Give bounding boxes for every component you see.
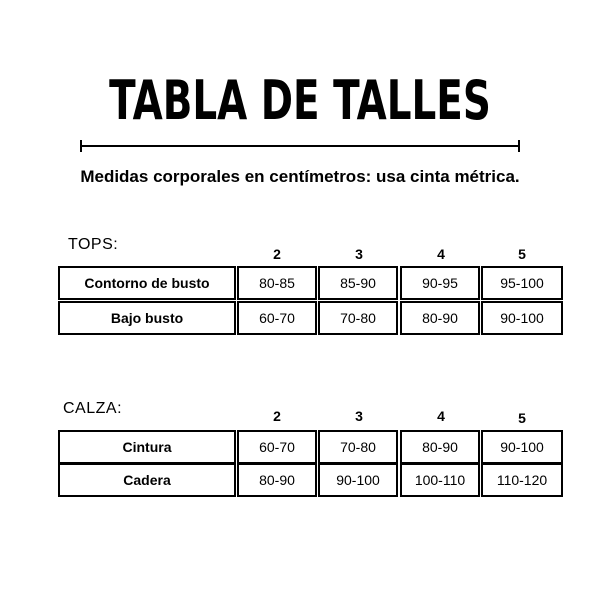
section-label-tops: TOPS: <box>68 236 119 253</box>
row-label: Bajo busto <box>58 301 236 335</box>
subtitle: Medidas corporales en centímetros: usa cinta métrica. <box>80 167 520 186</box>
table-cell: 95-100 <box>481 266 563 300</box>
table-cell: 90-100 <box>318 463 398 497</box>
table-cell: 110-120 <box>481 463 563 497</box>
size-header: 3 <box>355 408 363 424</box>
size-header: 4 <box>437 246 445 262</box>
size-header: 3 <box>355 246 363 262</box>
table-cell: 100-110 <box>400 463 480 497</box>
table-cell: 60-70 <box>237 430 317 464</box>
row-label: Contorno de busto <box>58 266 236 300</box>
table-cell: 70-80 <box>318 430 398 464</box>
divider-left-cap <box>80 140 82 152</box>
table-cell: 90-100 <box>481 430 563 464</box>
table-cell: 70-80 <box>318 301 398 335</box>
section-label-calza: CALZA: <box>63 400 123 417</box>
size-header: 2 <box>273 408 281 424</box>
table-cell: 90-100 <box>481 301 563 335</box>
row-label: Cadera <box>58 463 236 497</box>
size-header: 5 <box>518 246 526 262</box>
title-divider <box>80 145 520 147</box>
size-header: 2 <box>273 246 281 262</box>
size-header: 5 <box>518 410 526 426</box>
table-cell: 80-90 <box>237 463 317 497</box>
table-cell: 80-85 <box>237 266 317 300</box>
table-cell: 60-70 <box>237 301 317 335</box>
table-cell: 80-90 <box>400 301 480 335</box>
page-title: TABLA DE TALLES <box>109 69 491 132</box>
size-header: 4 <box>437 408 445 424</box>
table-cell: 90-95 <box>400 266 480 300</box>
table-cell: 85-90 <box>318 266 398 300</box>
row-label: Cintura <box>58 430 236 464</box>
divider-right-cap <box>518 140 520 152</box>
table-cell: 80-90 <box>400 430 480 464</box>
